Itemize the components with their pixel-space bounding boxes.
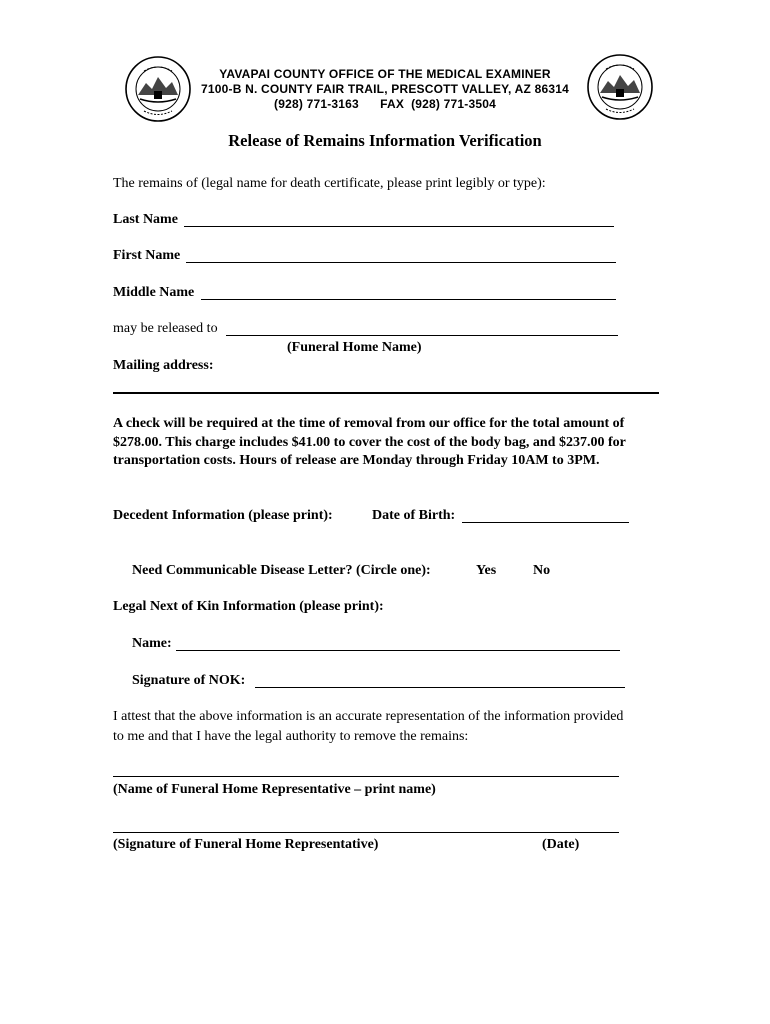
yes-option[interactable]: Yes <box>476 563 497 578</box>
nok-heading: Legal Next of Kin Information (please print): <box>113 599 384 614</box>
released-to-label: may be released to <box>113 321 218 336</box>
date-of-birth-field[interactable] <box>462 522 629 523</box>
rep-name-field[interactable] <box>113 776 619 777</box>
office-address: 7100-B N. COUNTY FAIR TRAIL, PRESCOTT VALLEY, AZ 86314 <box>201 82 569 96</box>
last-name-label: Last Name <box>113 212 178 227</box>
attestation-text: I attest that the above information is an accurate representation of the information provided to me and that I have the legal authority to remove the remains: <box>113 709 624 744</box>
mailing-address-label: Mailing address: <box>113 358 214 373</box>
funeral-home-caption: (Funeral Home Name) <box>287 340 422 355</box>
nok-signature-field[interactable] <box>255 687 625 688</box>
payment-notice: A check will be required at the time of removal from our office for the total amount of $278.00. This charge includes $41.00 to cover the cost of the body bag, and $237.00 for transportation costs. Hours of release are Monday through Friday 10AM to 3PM. <box>113 416 626 468</box>
rep-name-caption: (Name of Funeral Home Representative – print name) <box>113 782 436 797</box>
nok-name-field[interactable] <box>176 650 620 651</box>
intro-text: The remains of (legal name for death certificate, please print legibly or type): <box>113 176 546 191</box>
decedent-info-label: Decedent Information (please print): <box>113 508 333 523</box>
county-seal-right-icon <box>586 53 654 121</box>
middle-name-field[interactable] <box>201 299 616 300</box>
nok-signature-label: Signature of NOK: <box>132 673 246 688</box>
rep-signature-field[interactable] <box>113 832 619 833</box>
office-phone: (928) 771-3163 FAX (928) 771-3504 <box>274 97 496 111</box>
first-name-field[interactable] <box>186 262 616 263</box>
date-of-birth-label: Date of Birth: <box>372 508 456 523</box>
first-name-label: First Name <box>113 248 181 263</box>
last-name-field[interactable] <box>184 226 614 227</box>
section-divider <box>113 392 659 394</box>
middle-name-label: Middle Name <box>113 285 195 300</box>
office-name: YAVAPAI COUNTY OFFICE OF THE MEDICAL EXAMINER <box>219 67 551 81</box>
rep-date-caption: (Date) <box>542 837 580 852</box>
rep-signature-caption: (Signature of Funeral Home Representative) <box>113 837 379 852</box>
nok-name-label: Name: <box>132 636 172 651</box>
communicable-question: Need Communicable Disease Letter? (Circle one): <box>132 563 431 578</box>
funeral-home-field[interactable] <box>226 335 618 336</box>
page-title: Release of Remains Information Verification <box>228 131 542 150</box>
no-option[interactable]: No <box>533 563 551 578</box>
